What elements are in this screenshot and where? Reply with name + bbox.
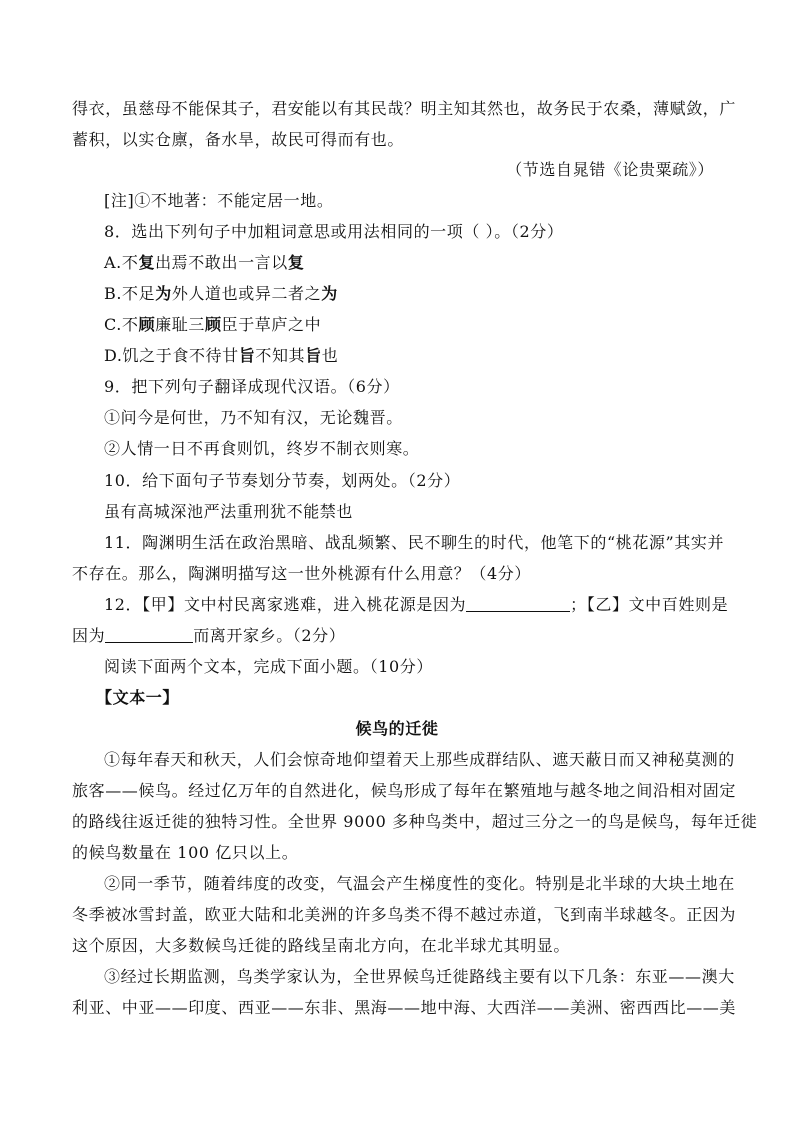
option-b: B.不足为外人道也或异二者之为 [104,284,338,303]
passage-line: 得衣，虽慈母不能保其子，君安能以有其民哉？明主知其然也，故务民于农桑，薄赋敛，广 [72,99,737,118]
question-11-line: 不存在。那么，陶渊明描写这一世外桃源有什么用意？（4分） [72,564,531,583]
bold-word: 旨 [305,346,322,365]
paragraph-line: 的候鸟数量在 100 亿只以上。 [72,843,299,862]
option-c: C.不顾廉耻三顾臣于草庐之中 [104,315,322,334]
bold-word: 复 [138,253,156,272]
paragraph-line: 的路线往返迁徙的独特习性。全世界 9000 多种鸟类中，超过三分之一的鸟是候鸟，每年迁徙 [72,812,758,831]
question-9-sentence-1: ①问今是何世，乃不知有汉，无论魏晋。 [104,408,403,427]
paragraph-line: ③经过长期监测，鸟类学家认为，全世界候鸟迁徙路线主要有以下几条：东亚——澳大 [104,967,735,986]
bold-word: 为 [321,284,338,303]
passage-source: （节选自晁错《论贵粟疏》） [506,160,714,179]
paragraph-line: 这个原因，大多数候鸟迁徙的路线呈南北方向，在北半球尤其明显。 [72,936,571,955]
question-12-line: 12．【甲】文中村民离家逃难，进入桃花源是因为 ；【乙】文中百姓则是 [104,595,729,614]
option-a: A.不复出焉不敢出一言以复 [104,253,305,272]
option-d: D.饥之于食不待甘旨不知其旨也 [104,346,339,365]
question-8-stem: 8．选出下列句子中加粗词意思或用法相同的一项（ ）。（2分） [104,222,564,241]
question-11-line: 11．陶渊明生活在政治黑暗、战乱频繁、民不聊生的时代，他笔下的“桃花源”其实并 [104,533,725,552]
question-10-stem: 10．给下面句子节奏划分节奏，划两处。（2分） [104,471,461,490]
bold-word: 为 [155,284,172,303]
article-title: 候鸟的迁徙 [355,719,439,738]
question-12-line: 因为 而离开家乡。（2分） [72,626,346,645]
paragraph-line: 旅客——候鸟。经过亿万年的自然进化，候鸟形成了每年在繁殖地与越冬地之间沿相对固定 [72,781,737,800]
bold-word: 顾 [138,315,156,334]
answer-blank[interactable] [466,595,570,612]
question-9-sentence-2: ②人情一日不再食则饥，终岁不制衣则寒。 [104,439,420,458]
answer-blank[interactable] [105,626,193,643]
reading-intro: 阅读下面两个文本，完成下面小题。（10分） [104,657,433,676]
bold-word: 复 [287,253,305,272]
bold-word: 顾 [204,315,222,334]
paragraph-line: ①每年春天和秋天，人们会惊奇地仰望着天上那些成群结队、遮天蔽日而又神秘莫测的 [104,750,735,769]
text-label: 【文本一】 [96,688,180,707]
question-9-stem: 9．把下列句子翻译成现代汉语。（6分） [104,377,400,396]
question-10-sentence: 虽有高城深池严法重刑犹不能禁也 [104,502,354,521]
paragraph-line: 利亚、中亚——印度、西亚——东非、黑海——地中海、大西洋——美洲、密西西比——美 [72,998,737,1017]
bold-word: 旨 [238,346,256,365]
paragraph-line: 冬季被冰雪封盖，欧亚大陆和北美洲的许多鸟类不得不越过赤道，飞到南半球越冬。正因为 [72,905,737,924]
paragraph-line: ②同一季节，随着纬度的改变，气温会产生梯度性的变化。特别是北半球的大块土地在 [104,874,735,893]
passage-note: [注]①不地著：不能定居一地。 [104,191,334,210]
passage-line: 蓄积，以实仓廪，备水旱，故民可得而有也。 [72,130,405,149]
